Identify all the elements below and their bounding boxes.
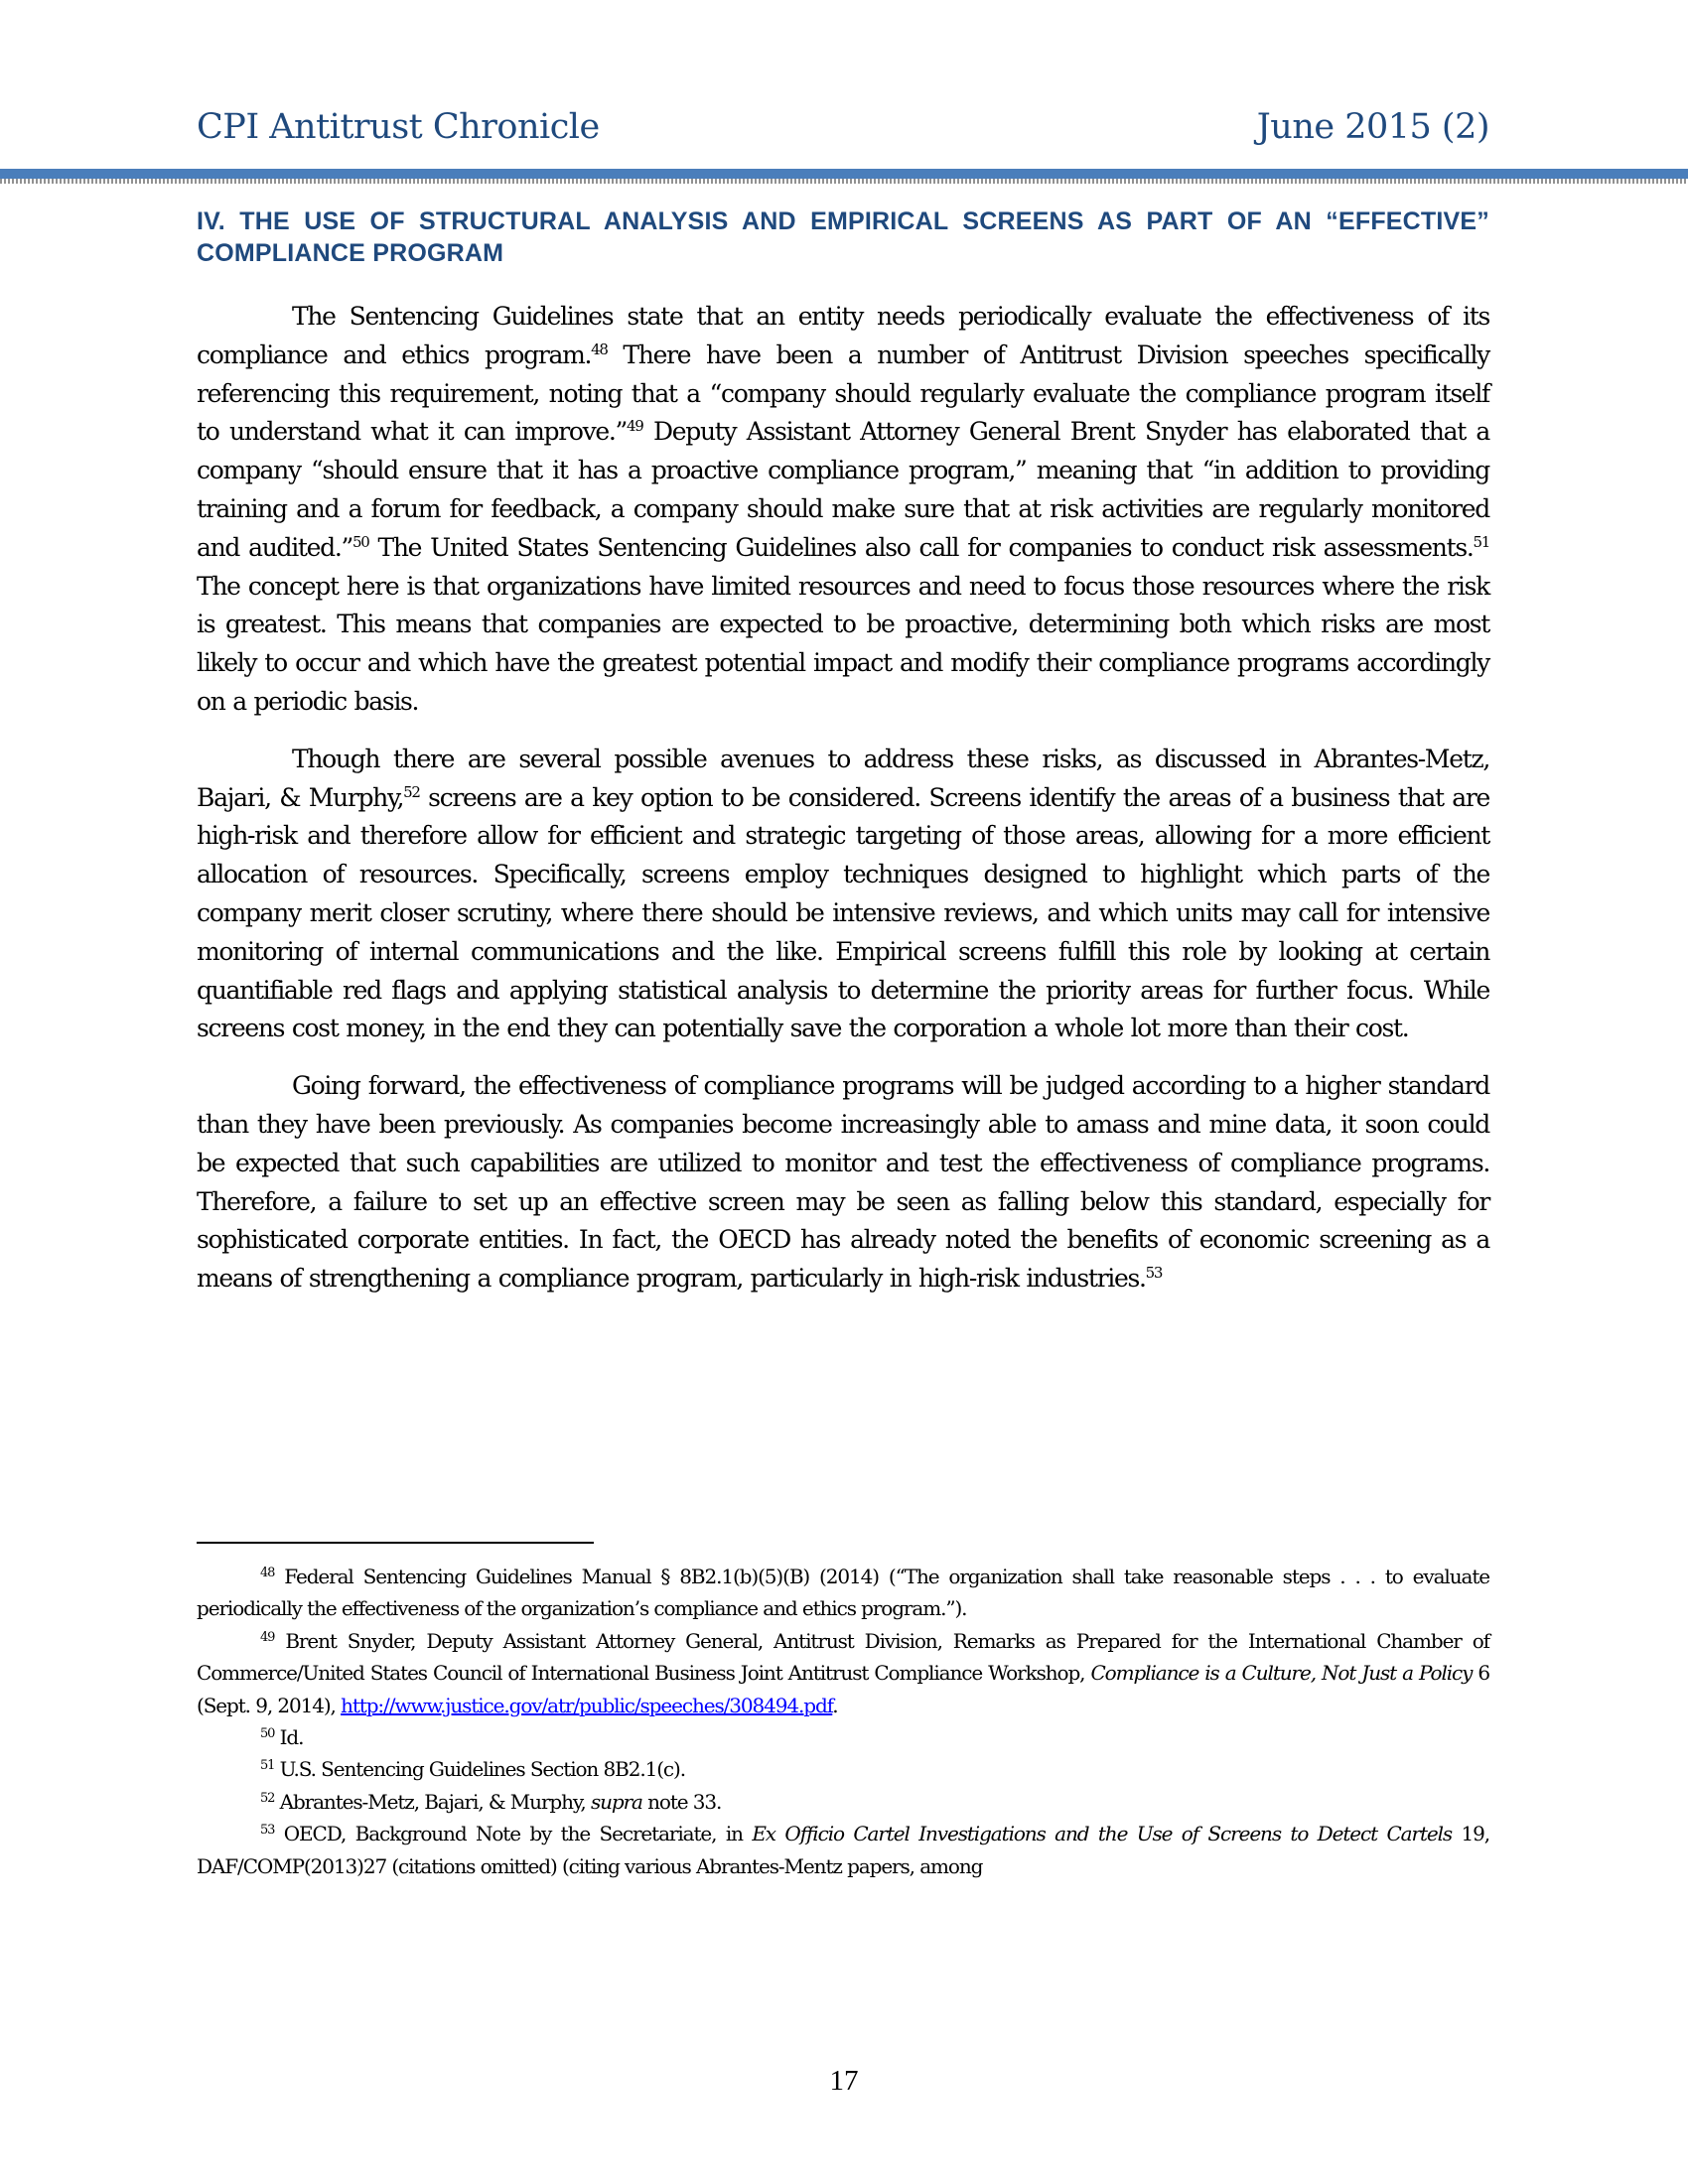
footnote-number: 50 [260,1726,275,1742]
issue-date: June 2015 (2) [1256,107,1489,147]
header-rule [0,169,1688,179]
footnotes [197,1561,1489,1882]
footnote: $^{49}$ Brent Snyder, Deputy Assistant Attorney General, Antitrust Division, Remarks as Prepared for the International Chamber of Commerce/United States Council of International Business Joint Antitrust Compliance Workshop, Compliance is a Culture, Not Just a Policy 6 (Sept. 9, 2014), http://www.justice.gov/atr/public/speeches/308494.pdf. [197,1628,1490,1717]
header-rule-shadow [0,179,1688,184]
footnote: $^{52}$ Abrantes-Metz, Bajari, & Murphy, supra note 33. [260,1789,722,1814]
italic-citation: Compliance is a Culture, Not Just a Policy [1090,1661,1473,1686]
body-text [197,298,1489,1317]
footnote-link[interactable]: http://www.justice.gov/atr/public/speeches/308494.pdf [341,1693,833,1717]
page-number: 17 [829,2065,859,2097]
footnote-number: 53 [260,1823,275,1839]
footnote: $^{53}$ OECD, Background Note by the Secretariate, in Ex Officio Cartel Investigations and the Use of Screens to Detect Cartels 19, DAF/COMP(2013)27 (citations omitted) (citing various Abrantes-Mentz papers, among [197,1822,1490,1878]
footnote-reference[interactable]: 48 [591,340,608,358]
footnote-reference[interactable]: 53 [1145,1264,1163,1283]
italic-citation: supra [590,1789,642,1814]
footnote-number: 49 [260,1629,275,1645]
publication-title: CPI Antitrust Chronicle [197,107,600,147]
footnote: $^{51}$ U.S. Sentencing Guidelines Section 8B2.1(c). [260,1757,685,1782]
paragraph: Though there are several possible avenues to address these risks, as discussed in Abrantes-Metz, Bajari, & Murphy,$^{52}$ screens are a key option to be considered. Screens identify the areas of a business that are high-risk and therefore allow for efficient and strategic targeting of those areas, allowing for a more efficient allocation of resources. Specifically, screens employ techniques designed to highlight which parts of the company merit closer scrutiny, where there should be intensive reviews, and which units may call for intensive monitoring of internal communications and the like. Empirical screens fulfill this role by looking at certain quantifiable red flags and applying statistical analysis to determine the priority areas for further focus. While screens cost money, in the end they can potentially save the corporation a whole lot more than their cost. [197,744,1489,1043]
paragraph: Going forward, the effectiveness of compliance programs will be judged according to a higher standard than they have been previously. As companies become increasingly able to amass and mine data, it soon could be expected that such capabilities are utilized to monitor and test the effectiveness of compliance programs. Therefore, a failure to set up an effective screen may be seen as falling below this standard, especially for sophisticated corporate entities. In fact, the OECD has already noted the benefits of economic screening as a means of strengthening a compliance program, particularly in high-risk industries.$^{53}$ [197,1071,1489,1294]
running-header [197,99,1489,155]
footnote: $^{48}$ Federal Sentencing Guidelines Manual § 8B2.1(b)(5)(B) (2014) (“The organization shall take reasonable steps . . . to evaluate periodically the effectiveness of the organization’s compliance and ethics program.”). [197,1565,1489,1621]
footnote-separator [197,1542,594,1544]
footnote-reference[interactable]: 52 [403,782,420,801]
footnote-reference[interactable]: 51 [1473,532,1489,551]
italic-citation: Ex Officio Cartel Investigations and the Use of Screens to Detect Cartels [752,1822,1453,1846]
footnote-reference[interactable]: 49 [627,417,643,436]
section-heading: IV. THE USE OF STRUCTURAL ANALYSIS AND EMPIRICAL SCREENS AS PART OF AN “EFFECTIVE” COMPLIANCE PROGRAM [197,207,1489,267]
footnote-reference[interactable]: 50 [352,532,369,551]
footnote-number: 48 [260,1566,275,1580]
footnote-number: 51 [260,1758,275,1774]
footnote: $^{50}$ Id. [260,1725,304,1750]
footnote-number: 52 [260,1790,275,1806]
paragraph: The Sentencing Guidelines state that an entity needs periodically evaluate the effectiveness of its compliance and ethics program.$^{48}$ There have been a number of Antitrust Division speeches specifically referencing this requirement, noting that a “company should regularly evaluate the compliance program itself to understand what it can improve.”$^{49}$ Deputy Assistant Attorney General Brent Snyder has elaborated that a company “should ensure that it has a proactive compliance program,” meaning that “in addition to providing training and a forum for feedback, a company should make sure that at risk activities are regularly monitored and audited.”$^{50}$ The United States Sentencing Guidelines also call for companies to conduct risk assessments.$^{51}$ The concept here is that organizations have limited resources and need to focus those resources where the risk is greatest. This means that companies are expected to be proactive, determining both which risks are most likely to occur and which have the greatest potential impact and modify their compliance programs accordingly on a periodic basis. [197,302,1489,716]
